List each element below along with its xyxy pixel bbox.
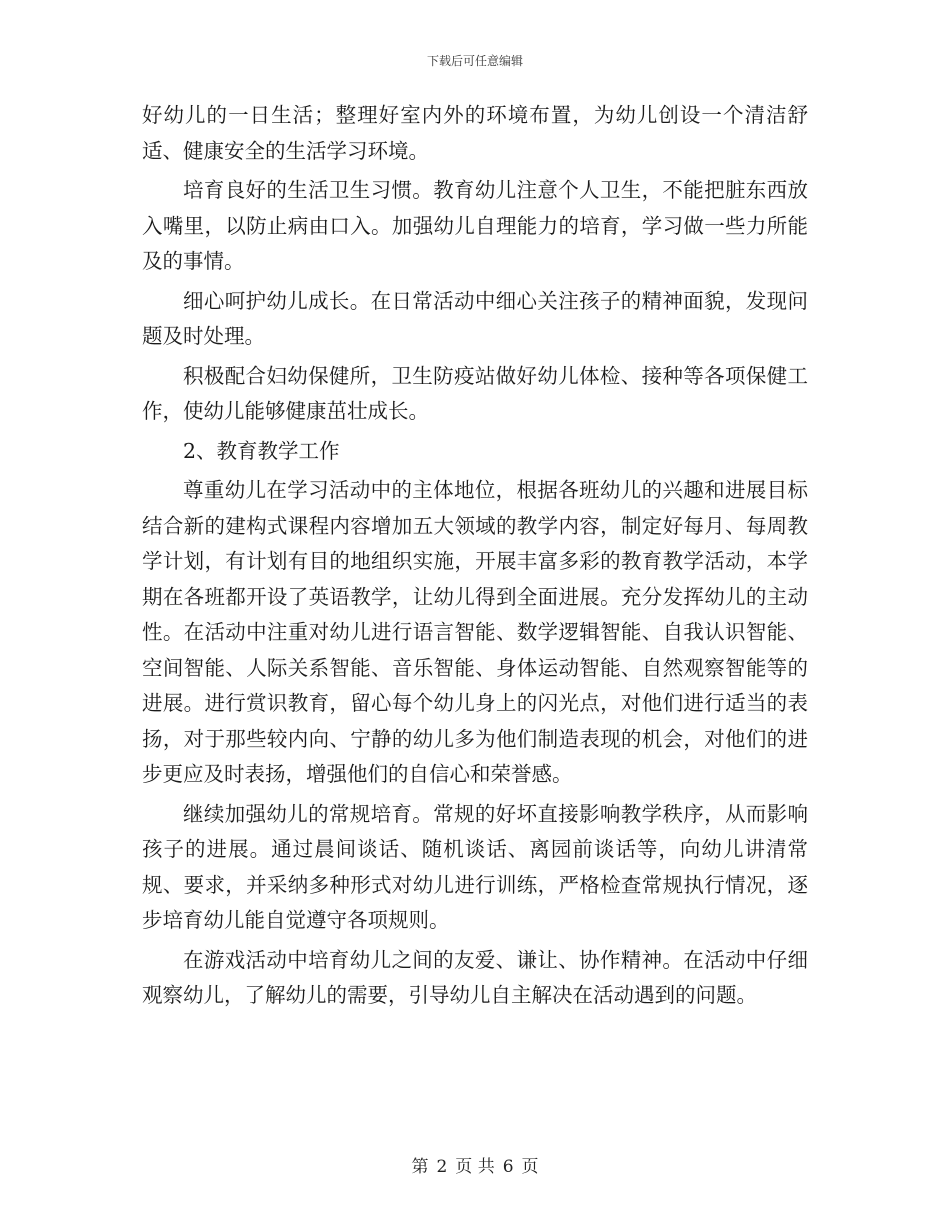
page-number-footer <box>0 1152 950 1177</box>
footer-prefix: 第 <box>411 1157 429 1177</box>
paragraph-routine-training: 继续加强幼儿的常规培育。常规的好坏直接影响教学秩序，从而影响孩子的进展。通过晨间谈话、随机谈话、离园前谈话等，向幼儿讲清常规、要求，并采纳多种形式对幼儿进行训练，严格检查常规执行情况，逐步培育幼儿能自觉遵守各项规则。 <box>142 801 808 932</box>
footer-suffix: 页 <box>521 1157 539 1177</box>
paragraph-hygiene-habits: 培育良好的生活卫生习惯。教育幼儿注意个人卫生，不能把脏东西放入嘴里，以防止病由口入。加强幼儿自理能力的培育，学习做一些力所能及的事情。 <box>142 178 808 273</box>
footer-middle: 页 共 <box>455 1157 495 1177</box>
paragraph-health-cooperation: 积极配合妇幼保健所，卫生防疫站做好幼儿体检、接种等各项保健工作，使幼儿能够健康茁壮成长。 <box>142 363 808 423</box>
section-heading-teaching: 2、教育教学工作 <box>183 438 340 463</box>
paragraph-care-growth: 细心呵护幼儿成长。在日常活动中细心关注孩子的精神面貌，发现问题及时处理。 <box>142 288 808 348</box>
footer-total-pages: 6 <box>502 1157 514 1177</box>
paragraph-continued: 好幼儿的一日生活；整理好室内外的环境布置，为幼儿创设一个清洁舒适、健康安全的生活学习环境。 <box>142 103 808 163</box>
paragraph-game-activities: 在游戏活动中培育幼儿之间的友爱、谦让、协作精神。在活动中仔细观察幼儿，了解幼儿的需要，引导幼儿自主解决在活动遇到的问题。 <box>142 947 808 1007</box>
page-header-note: 下载后可任意编辑 <box>426 54 523 68</box>
paragraph-teaching-work: 尊重幼儿在学习活动中的主体地位，根据各班幼儿的兴趣和进展目标结合新的建构式课程内容增加五大领域的教学内容，制定好每月、每周教学计划，有计划有目的地组织实施，开展丰富多彩的教育教学活动，本学期在各班都开设了英语教学，让幼儿得到全面进展。充分发挥幼儿的主动性。在活动中注重对幼儿进行语言智能、数学逻辑智能、自我认识智能、空间智能、人际关系智能、音乐智能、身体运动智能、自然观察智能等的进展。进行赏识教育，留心每个幼儿身上的闪光点，对他们进行适当的表扬，对于那些较内向、宁静的幼儿多为他们制造表现的机会，对他们的进步更应及时表扬，增强他们的自信心和荣誉感。 <box>142 478 808 786</box>
document-body <box>142 98 808 1018</box>
footer-current-page: 2 <box>436 1157 448 1177</box>
